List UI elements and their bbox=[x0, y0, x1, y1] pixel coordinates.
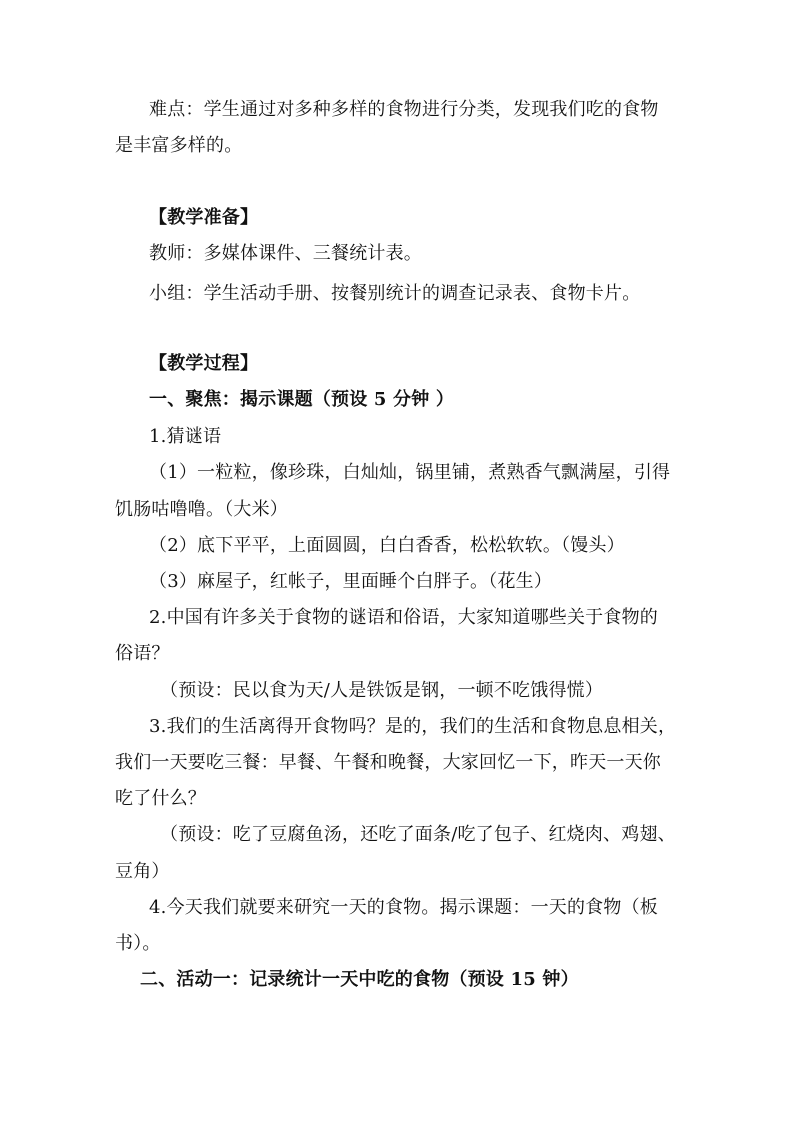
question-3-line-3: 吃了什么？ bbox=[115, 788, 206, 809]
question-4-line-1: 4.今天我们就要来研究一天的食物。揭示课题：一天的食物（板 bbox=[149, 897, 658, 918]
question-2-line-1: 2.中国有许多关于食物的谜语和俗语，大家知道哪些关于食物的 bbox=[149, 607, 658, 628]
riddle-3: （3）麻屋子，红帐子，里面睡个白胖子。（花生） bbox=[149, 571, 553, 592]
question-4-line-2: 书）。 bbox=[115, 933, 161, 954]
section-1-title: 一、聚焦：揭示课题（预设 5 分钟 ） bbox=[149, 389, 455, 410]
process-heading: 【教学过程】 bbox=[149, 353, 259, 374]
section-2-title: 二、活动一：记录统计一天中吃的食物（预设 15 钟） bbox=[140, 969, 579, 990]
question-3-preset-line-2: 豆角） bbox=[115, 861, 170, 882]
difficulty-line-1: 难点：学生通过对多种多样的食物进行分类，发现我们吃的食物 bbox=[149, 99, 659, 120]
preparation-group: 小组：学生活动手册、按餐别统计的调查记录表、食物卡片。 bbox=[149, 283, 641, 304]
riddle-section-title: 1.猜谜语 bbox=[149, 426, 222, 447]
riddle-2: （2）底下平平，上面圆圆，白白香香，松松软软。（馒头） bbox=[149, 535, 625, 556]
question-3-line-2: 我们一天要吃三餐：早餐、午餐和晚餐，大家回忆一下，昨天一天你 bbox=[115, 752, 661, 773]
question-3-line-1: 3.我们的生活离得开食物吗？是的，我们的生活和食物息息相关， bbox=[149, 716, 677, 737]
question-3-preset-line-1: （预设：吃了豆腐鱼汤，还吃了面条/吃了包子、红烧肉、鸡翅、 bbox=[160, 824, 676, 845]
difficulty-line-2: 是丰富多样的。 bbox=[115, 135, 243, 156]
riddle-1-line-1: （1）一粒粒，像珍珠，白灿灿，锅里铺，煮熟香气飘满屋，引得 bbox=[149, 462, 671, 483]
question-2-preset: （预设：民以食为天/人是铁饭是钢，一顿不吃饿得慌） bbox=[160, 680, 604, 701]
preparation-teacher: 教师：多媒体课件、三餐统计表。 bbox=[149, 243, 422, 264]
preparation-heading: 【教学准备】 bbox=[149, 207, 259, 228]
question-2-line-2: 俗语？ bbox=[115, 643, 170, 664]
riddle-1-line-2: 饥肠咕噜噜。（大米） bbox=[115, 499, 288, 520]
